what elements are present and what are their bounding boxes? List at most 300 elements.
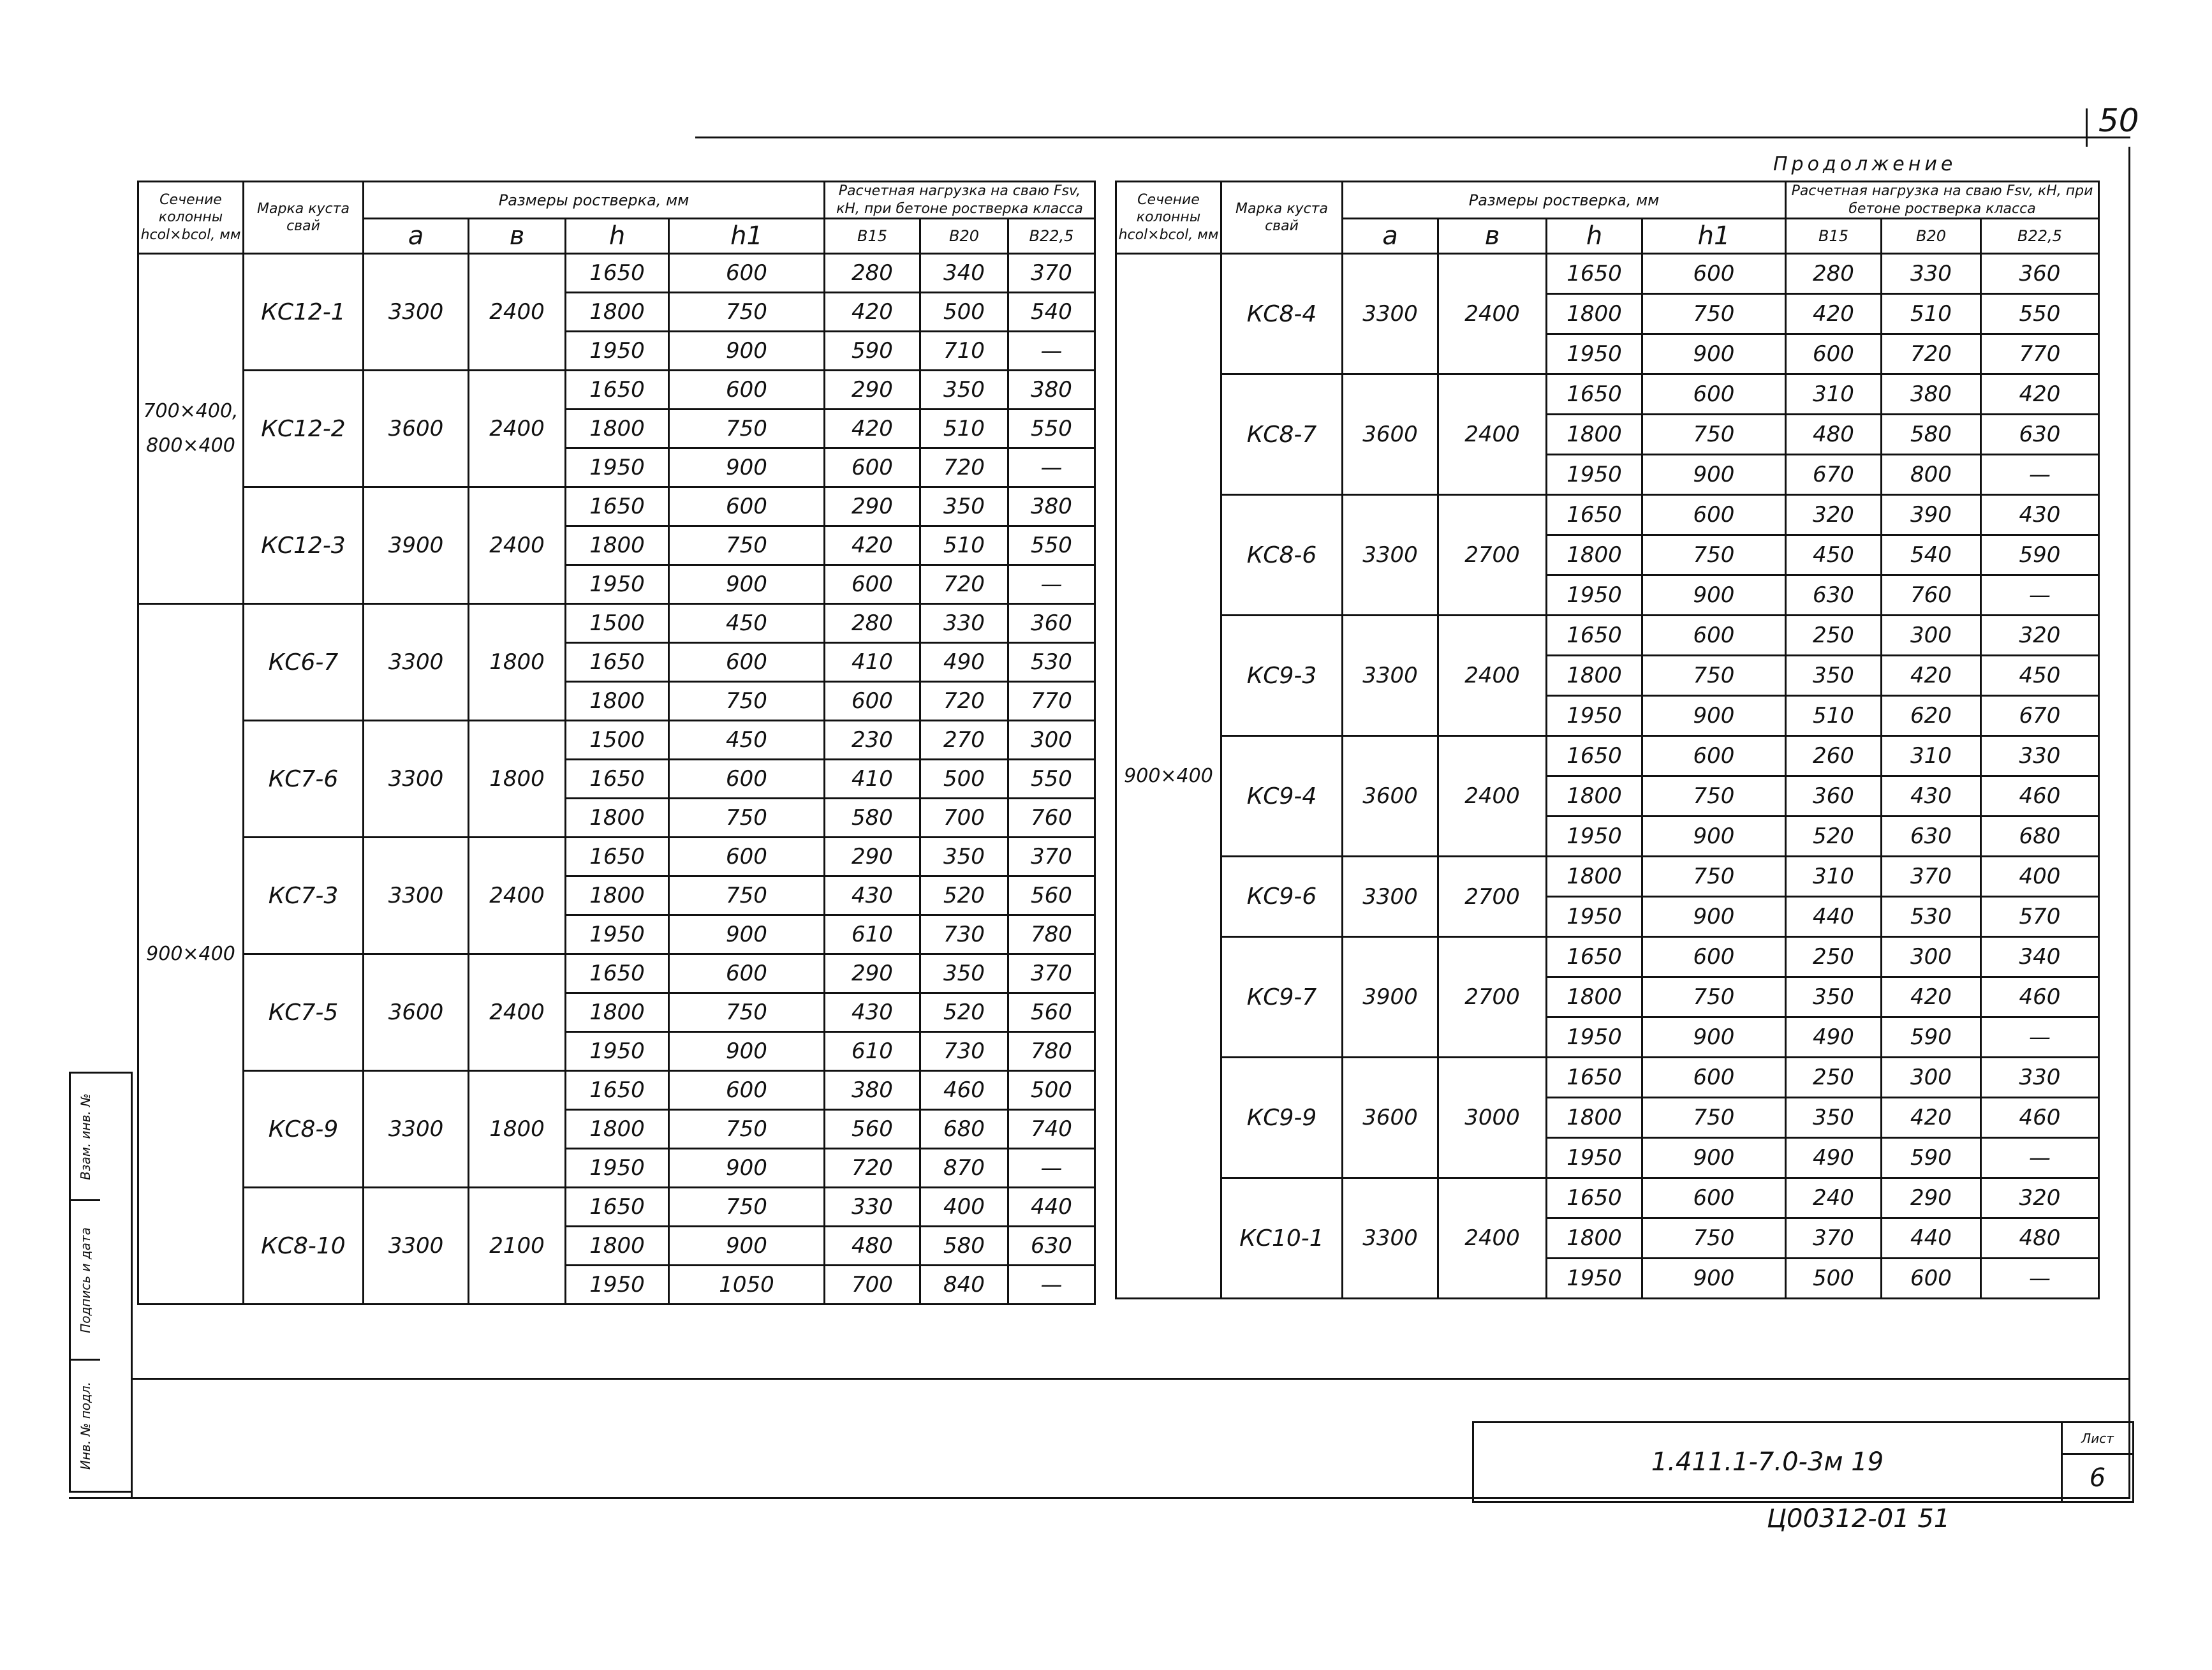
load-b20-cell: 700 [920,799,1008,838]
load-b20-cell: 270 [920,721,1008,760]
dim-h1-cell: 600 [1642,616,1786,656]
load-b225-cell: — [1981,1017,2099,1058]
load-b20-cell: 340 [920,254,1008,293]
load-b15-cell: 450 [1786,535,1882,575]
mark-cell: КС8-9 [244,1071,364,1188]
dim-h-cell: 1650 [566,371,669,410]
dim-h-cell: 1950 [566,332,669,371]
dim-h1-cell: 600 [669,838,825,876]
load-b225-cell: 420 [1981,374,2099,415]
dim-b-cell: 2100 [469,1188,566,1304]
header-dim-h1: h1 [669,219,825,254]
dim-h1-cell: 600 [669,254,825,293]
load-b20-cell: 380 [1882,374,1981,415]
load-b15-cell: 370 [1786,1218,1882,1259]
load-b225-cell: 360 [1008,604,1095,643]
load-b15-cell: 360 [1786,776,1882,817]
header-dim-a: a [1343,219,1438,254]
load-b225-cell: — [1981,575,2099,616]
mark-cell: КС9-4 [1221,736,1343,857]
load-b15-cell: 350 [1786,656,1882,696]
header-dim-h: h [566,219,669,254]
dim-h-cell: 1950 [1547,1017,1642,1058]
dim-h1-cell: 750 [669,1110,825,1149]
load-b15-cell: 630 [1786,575,1882,616]
dim-h-cell: 1950 [1547,1138,1642,1178]
load-b225-cell: — [1008,332,1095,371]
load-b225-cell: — [1008,565,1095,604]
dim-h-cell: 1800 [566,799,669,838]
header-class-b225: В22,5 [1981,219,2099,254]
load-b20-cell: 870 [920,1149,1008,1188]
load-b225-cell: 540 [1008,293,1095,332]
dim-a-cell: 3300 [1343,254,1438,374]
left-table [137,181,1096,1305]
dim-h-cell: 1950 [1547,455,1642,495]
dim-h1-cell: 900 [1642,696,1786,736]
load-b225-cell: 360 [1981,254,2099,294]
load-b225-cell: 770 [1981,334,2099,374]
dim-h1-cell: 900 [1642,1259,1786,1299]
dim-b-cell: 2400 [469,371,566,487]
load-b15-cell: 290 [825,838,920,876]
load-b225-cell: 550 [1981,294,2099,334]
section-cell: 900×400 [138,604,244,1304]
load-b225-cell: 370 [1008,954,1095,993]
dim-h-cell: 1650 [1547,495,1642,535]
dim-b-cell: 2400 [469,487,566,604]
stamp-replaced-inv: Взам. инв. № [71,1074,100,1201]
dim-b-cell: 2400 [469,838,566,954]
load-b225-cell: 320 [1981,616,2099,656]
load-b20-cell: 530 [1882,897,1981,937]
load-b15-cell: 480 [1786,415,1882,455]
load-b20-cell: 500 [920,293,1008,332]
load-b225-cell: 430 [1981,495,2099,535]
load-b15-cell: 420 [825,526,920,565]
load-b15-cell: 500 [1786,1259,1882,1299]
section-cell: 900×400 [1116,254,1221,1299]
load-b20-cell: 720 [1882,334,1981,374]
load-b15-cell: 700 [825,1266,920,1304]
dim-h-cell: 1800 [566,1110,669,1149]
dim-h1-cell: 900 [1642,1138,1786,1178]
dim-h1-cell: 900 [1642,897,1786,937]
dim-h1-cell: 900 [1642,1017,1786,1058]
dim-b-cell: 1800 [469,1071,566,1188]
mark-cell: КС7-5 [244,954,364,1071]
load-b20-cell: 430 [1882,776,1981,817]
dim-h-cell: 1650 [566,1188,669,1227]
dim-h1-cell: 600 [1642,374,1786,415]
load-b20-cell: 540 [1882,535,1981,575]
load-b20-cell: 510 [1882,294,1981,334]
header-section: Сечение колонны hcol×bcol, мм [138,182,244,254]
load-b20-cell: 350 [920,487,1008,526]
dim-b-cell: 2700 [1438,495,1547,616]
header-dim-h1: h1 [1642,219,1786,254]
dim-h-cell: 1950 [1547,897,1642,937]
dim-h-cell: 1650 [566,838,669,876]
load-b15-cell: 260 [1786,736,1882,776]
dim-h-cell: 1650 [566,643,669,682]
load-b20-cell: 300 [1882,1058,1981,1098]
dim-b-cell: 2400 [1438,254,1547,374]
dim-h1-cell: 750 [669,799,825,838]
dim-h1-cell: 600 [669,760,825,799]
load-b15-cell: 310 [1786,374,1882,415]
load-b225-cell: 460 [1981,1098,2099,1138]
load-b15-cell: 350 [1786,1098,1882,1138]
header-dim-h: h [1547,219,1642,254]
load-b225-cell: 550 [1008,526,1095,565]
load-b225-cell: — [1981,1259,2099,1299]
dim-h-cell: 1950 [566,1032,669,1071]
dim-a-cell: 3600 [364,954,469,1071]
load-b225-cell: 300 [1008,721,1095,760]
load-b225-cell: 400 [1981,857,2099,897]
dim-h1-cell: 750 [1642,1218,1786,1259]
load-b15-cell: 420 [825,293,920,332]
load-b20-cell: 350 [920,371,1008,410]
mark-cell: КС8-7 [1221,374,1343,495]
dim-h-cell: 1800 [566,293,669,332]
load-b225-cell: 680 [1981,817,2099,857]
dim-h-cell: 1650 [1547,1058,1642,1098]
dim-h1-cell: 750 [669,293,825,332]
load-b20-cell: 300 [1882,937,1981,977]
dim-a-cell: 3300 [364,604,469,721]
load-b15-cell: 280 [825,604,920,643]
dim-h1-cell: 600 [1642,937,1786,977]
dim-h-cell: 1800 [566,1227,669,1266]
load-b225-cell: 590 [1981,535,2099,575]
dim-h-cell: 1500 [566,604,669,643]
top-border-line [695,137,2130,138]
dim-h-cell: 1950 [1547,575,1642,616]
dim-h1-cell: 750 [1642,535,1786,575]
dim-b-cell: 1800 [469,721,566,838]
dim-h1-cell: 600 [669,954,825,993]
mark-cell: КС9-7 [1221,937,1343,1058]
load-b15-cell: 580 [825,799,920,838]
load-b225-cell: 530 [1008,643,1095,682]
load-b15-cell: 600 [825,565,920,604]
load-b15-cell: 430 [825,993,920,1032]
load-b225-cell: 460 [1981,977,2099,1017]
load-b20-cell: 720 [920,448,1008,487]
load-b15-cell: 440 [1786,897,1882,937]
load-b225-cell: 560 [1008,876,1095,915]
load-b20-cell: 500 [920,760,1008,799]
dim-h1-cell: 600 [1642,736,1786,776]
header-class-b15: В15 [1786,219,1882,254]
load-b15-cell: 420 [1786,294,1882,334]
header-dim-b: в [469,219,566,254]
dim-h1-cell: 900 [1642,455,1786,495]
section-cell: 700×400, 800×400 [138,254,244,604]
dim-h1-cell: 750 [669,410,825,448]
load-b20-cell: 600 [1882,1259,1981,1299]
load-b20-cell: 420 [1882,977,1981,1017]
title-block [1472,1421,2134,1503]
dim-h1-cell: 750 [669,682,825,721]
dim-h1-cell: 750 [1642,857,1786,897]
load-b20-cell: 760 [1882,575,1981,616]
load-b15-cell: 610 [825,1032,920,1071]
dim-h-cell: 1800 [1547,977,1642,1017]
load-b20-cell: 440 [1882,1218,1981,1259]
mark-cell: КС7-3 [244,838,364,954]
dim-h-cell: 1800 [1547,656,1642,696]
load-b225-cell: — [1981,455,2099,495]
load-b225-cell: 370 [1008,838,1095,876]
dim-h1-cell: 900 [669,332,825,371]
load-b15-cell: 290 [825,487,920,526]
dim-h-cell: 1800 [566,682,669,721]
dim-h1-cell: 1050 [669,1266,825,1304]
sheet-corner-line [2086,108,2088,147]
load-b225-cell: 740 [1008,1110,1095,1149]
dim-h-cell: 1650 [566,254,669,293]
load-b20-cell: 590 [1882,1138,1981,1178]
dim-h1-cell: 900 [669,1149,825,1188]
load-b20-cell: 580 [1882,415,1981,455]
load-b15-cell: 290 [825,371,920,410]
header-load: Расчетная нагрузка на сваю Fsv, кН, при бетоне ростверка класса [1786,182,2099,219]
dim-a-cell: 3600 [1343,374,1438,495]
load-b15-cell: 430 [825,876,920,915]
load-b20-cell: 390 [1882,495,1981,535]
dim-h1-cell: 600 [1642,254,1786,294]
load-b225-cell: 630 [1008,1227,1095,1266]
header-dims: Размеры ростверка, мм [364,182,825,219]
load-b225-cell: 500 [1008,1071,1095,1110]
load-b225-cell: 780 [1008,1032,1095,1071]
mark-cell: КС7-6 [244,721,364,838]
load-b225-cell: 630 [1981,415,2099,455]
dim-h-cell: 1800 [1547,776,1642,817]
dim-b-cell: 2400 [1438,1178,1547,1299]
dim-a-cell: 3300 [1343,495,1438,616]
load-b20-cell: 300 [1882,616,1981,656]
dim-b-cell: 3000 [1438,1058,1547,1178]
mark-cell: КС8-10 [244,1188,364,1304]
dim-a-cell: 3300 [1343,616,1438,736]
dim-h1-cell: 600 [1642,1058,1786,1098]
load-b20-cell: 580 [920,1227,1008,1266]
dim-b-cell: 2700 [1438,857,1547,937]
dim-h1-cell: 600 [669,643,825,682]
mark-cell: КС12-3 [244,487,364,604]
mark-cell: КС9-6 [1221,857,1343,937]
mark-cell: КС12-1 [244,254,364,371]
load-b225-cell: 330 [1981,736,2099,776]
dim-h-cell: 1800 [1547,535,1642,575]
mark-cell: КС8-6 [1221,495,1343,616]
load-b15-cell: 420 [825,410,920,448]
dim-b-cell: 1800 [469,604,566,721]
load-b225-cell: 460 [1981,776,2099,817]
load-b20-cell: 720 [920,682,1008,721]
load-b20-cell: 730 [920,915,1008,954]
load-b15-cell: 520 [1786,817,1882,857]
dim-b-cell: 2400 [469,954,566,1071]
dim-b-cell: 2400 [1438,374,1547,495]
load-b225-cell: — [1008,1266,1095,1304]
header-dim-a: a [364,219,469,254]
dim-b-cell: 2400 [469,254,566,371]
dim-h-cell: 1950 [566,448,669,487]
header-class-b225: В22,5 [1008,219,1095,254]
load-b20-cell: 420 [1882,1098,1981,1138]
dim-h-cell: 1800 [566,410,669,448]
load-b225-cell: 780 [1008,915,1095,954]
bottom-frame-line [131,1378,2130,1380]
dim-h-cell: 1650 [566,487,669,526]
load-b15-cell: 410 [825,760,920,799]
continued-label: Продолжение [1773,153,1957,175]
doc-number: Ц00312-01 51 [1767,1504,1950,1533]
load-b15-cell: 380 [825,1071,920,1110]
load-b20-cell: 350 [920,838,1008,876]
load-b15-cell: 280 [1786,254,1882,294]
dim-a-cell: 3300 [364,1188,469,1304]
dim-h-cell: 1650 [566,760,669,799]
load-b20-cell: 630 [1882,817,1981,857]
dim-h-cell: 1800 [1547,294,1642,334]
load-b225-cell: 320 [1981,1178,2099,1218]
load-b20-cell: 420 [1882,656,1981,696]
dim-h1-cell: 900 [669,1032,825,1071]
dim-h-cell: 1650 [1547,616,1642,656]
dim-h-cell: 1950 [1547,334,1642,374]
load-b20-cell: 590 [1882,1017,1981,1058]
dim-h1-cell: 600 [1642,1178,1786,1218]
dim-a-cell: 3900 [364,487,469,604]
dim-h-cell: 1950 [566,915,669,954]
load-b20-cell: 490 [920,643,1008,682]
load-b225-cell: 380 [1008,487,1095,526]
drawing-code: 1.411.1-7.0-3м 19 [1651,1447,1884,1477]
dim-h1-cell: 450 [669,604,825,643]
dim-a-cell: 3600 [364,371,469,487]
load-b20-cell: 330 [1882,254,1981,294]
dim-h1-cell: 750 [669,526,825,565]
load-b20-cell: 460 [920,1071,1008,1110]
dim-b-cell: 2400 [1438,736,1547,857]
dim-h1-cell: 750 [1642,415,1786,455]
dim-h-cell: 1800 [1547,415,1642,455]
load-b225-cell: 760 [1008,799,1095,838]
dim-h1-cell: 900 [669,1227,825,1266]
dim-a-cell: 3300 [364,254,469,371]
dim-h1-cell: 750 [669,1188,825,1227]
load-b20-cell: 800 [1882,455,1981,495]
dim-h1-cell: 900 [1642,817,1786,857]
load-b225-cell: 380 [1008,371,1095,410]
header-class-b20: В20 [920,219,1008,254]
load-b20-cell: 520 [920,876,1008,915]
load-b15-cell: 330 [825,1188,920,1227]
load-b225-cell: — [1008,1149,1095,1188]
load-b20-cell: 370 [1882,857,1981,897]
load-b225-cell: 370 [1008,254,1095,293]
load-b15-cell: 670 [1786,455,1882,495]
dim-h-cell: 1650 [1547,374,1642,415]
dim-h-cell: 1650 [1547,937,1642,977]
dim-h1-cell: 600 [669,371,825,410]
load-b15-cell: 590 [825,332,920,371]
dim-h-cell: 1950 [1547,817,1642,857]
dim-h-cell: 1950 [1547,696,1642,736]
dim-a-cell: 3300 [364,1071,469,1188]
dim-h-cell: 1800 [1547,1098,1642,1138]
load-b15-cell: 600 [1786,334,1882,374]
dim-h1-cell: 750 [1642,776,1786,817]
dim-b-cell: 2400 [1438,616,1547,736]
header-class-b20: В20 [1882,219,1981,254]
load-b15-cell: 290 [825,954,920,993]
dim-h1-cell: 750 [669,993,825,1032]
load-b15-cell: 410 [825,643,920,682]
dim-h-cell: 1500 [566,721,669,760]
load-b15-cell: 490 [1786,1017,1882,1058]
load-b20-cell: 680 [920,1110,1008,1149]
load-b20-cell: 510 [920,526,1008,565]
load-b15-cell: 490 [1786,1138,1882,1178]
load-b15-cell: 310 [1786,857,1882,897]
load-b225-cell: — [1981,1138,2099,1178]
dim-h-cell: 1800 [1547,1218,1642,1259]
header-mark: Марка куста свай [244,182,364,254]
dim-h1-cell: 900 [669,915,825,954]
load-b20-cell: 400 [920,1188,1008,1227]
load-b20-cell: 510 [920,410,1008,448]
dim-h-cell: 1950 [566,1149,669,1188]
mark-cell: КС12-2 [244,371,364,487]
load-b15-cell: 230 [825,721,920,760]
load-b15-cell: 250 [1786,1058,1882,1098]
dim-h-cell: 1650 [1547,1178,1642,1218]
right-frame-line [2128,147,2130,1499]
load-b20-cell: 720 [920,565,1008,604]
dim-h-cell: 1650 [1547,736,1642,776]
load-b225-cell: 330 [1981,1058,2099,1098]
stamp-inv-original: Инв. № подл. [78,1382,94,1470]
sheet-index: 6 [2061,1455,2132,1501]
dim-h1-cell: 600 [1642,495,1786,535]
dim-h1-cell: 450 [669,721,825,760]
load-b225-cell: 340 [1981,937,2099,977]
dim-h-cell: 1650 [566,954,669,993]
mark-cell: КС8-4 [1221,254,1343,374]
dim-h-cell: 1800 [566,993,669,1032]
dim-h-cell: 1650 [1547,254,1642,294]
load-b225-cell: — [1008,448,1095,487]
dim-a-cell: 3300 [364,838,469,954]
load-b225-cell: 550 [1008,410,1095,448]
header-dims: Размеры ростверка, мм [1343,182,1786,219]
dim-h-cell: 1800 [566,876,669,915]
side-stamp [69,1072,133,1493]
load-b15-cell: 610 [825,915,920,954]
sheet-number: 50 [2098,102,2139,139]
dim-h-cell: 1950 [566,1266,669,1304]
header-section: Сечение колонны hcol×bcol, мм [1116,182,1221,254]
load-b225-cell: 550 [1008,760,1095,799]
dim-h1-cell: 750 [669,876,825,915]
